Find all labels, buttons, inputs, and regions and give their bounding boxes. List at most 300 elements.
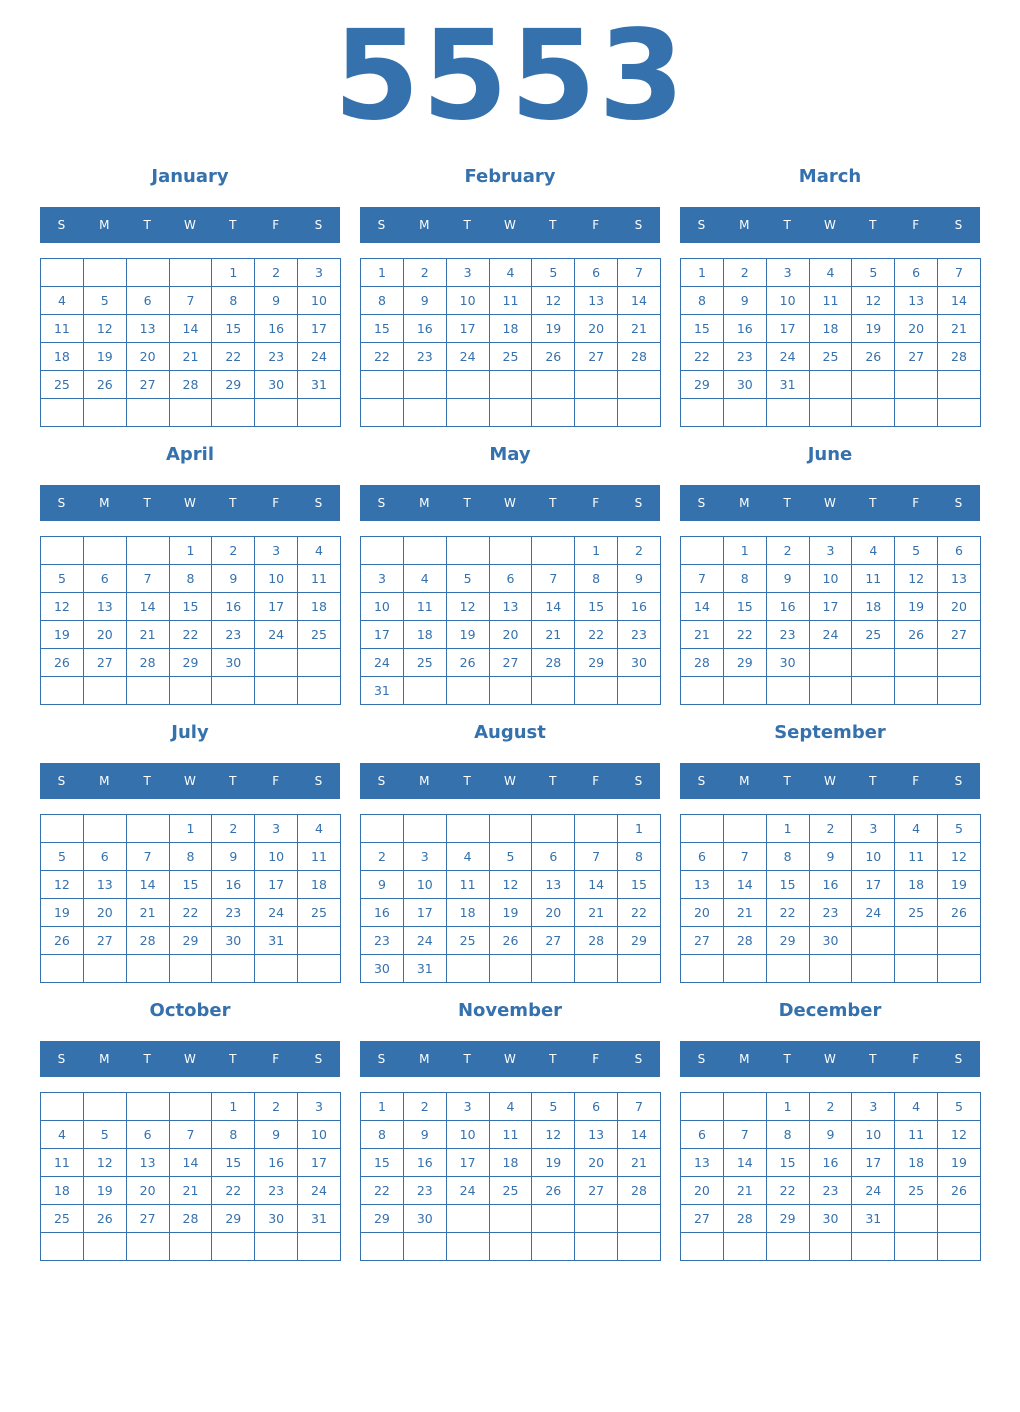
empty-cell [255,1233,298,1261]
empty-cell [170,677,213,705]
day-cell: 8 [618,843,661,871]
empty-cell [681,955,724,983]
day-cell: 17 [255,593,298,621]
weekday-label: F [912,496,920,510]
day-cell: 17 [298,315,341,343]
weekday-label: S [697,496,706,510]
day-cell: 21 [575,899,618,927]
day-cell: 5 [532,259,575,287]
day-cell: 14 [127,593,170,621]
day-cell: 4 [490,259,533,287]
day-cell: 16 [618,593,661,621]
empty-cell [447,537,490,565]
empty-cell [447,677,490,705]
month-name: April [165,444,215,465]
empty-cell [681,815,724,843]
empty-cell [532,371,575,399]
day-cell: 11 [298,843,341,871]
weekday-label: M [419,1052,430,1066]
day-cell: 4 [810,259,853,287]
day-cell: 19 [84,1177,127,1205]
day-cell: 30 [618,649,661,677]
day-cell: 27 [681,927,724,955]
empty-cell [895,1233,938,1261]
empty-cell [490,371,533,399]
day-cell: 23 [404,343,447,371]
empty-cell [212,955,255,983]
day-cell: 21 [681,621,724,649]
day-cell: 2 [724,259,767,287]
day-cell: 28 [127,927,170,955]
day-cell: 24 [298,1177,341,1205]
day-cell: 7 [724,843,767,871]
day-cell: 30 [361,955,404,983]
weekday-label: S [57,774,66,788]
empty-cell [361,399,404,427]
day-cell: 28 [681,649,724,677]
empty-cell [490,399,533,427]
empty-cell [127,537,170,565]
day-cell: 22 [212,343,255,371]
day-cell: 21 [532,621,575,649]
day-cell: 20 [532,899,575,927]
day-cell: 24 [255,899,298,927]
empty-cell [681,1093,724,1121]
weekday-label: T [229,496,237,510]
empty-cell [298,677,341,705]
empty-cell [618,1233,661,1261]
day-cell: 20 [84,899,127,927]
day-cell: 9 [212,843,255,871]
weekday-label: S [697,218,706,232]
empty-cell [895,955,938,983]
day-cell: 17 [447,315,490,343]
weekday-label: S [57,1052,66,1066]
day-cell: 23 [618,621,661,649]
day-grid [40,814,341,983]
day-cell: 22 [618,899,661,927]
day-cell: 5 [490,843,533,871]
day-cell: 5 [895,537,938,565]
day-cell: 7 [681,565,724,593]
day-cell: 16 [724,315,767,343]
empty-cell [41,955,84,983]
empty-cell [810,649,853,677]
weekday-header [680,1041,980,1077]
day-cell: 26 [41,649,84,677]
day-cell: 29 [575,649,618,677]
day-cell: 26 [938,899,981,927]
empty-cell [84,399,127,427]
day-cell: 25 [810,343,853,371]
empty-cell [575,677,618,705]
empty-cell [127,815,170,843]
day-cell: 2 [404,259,447,287]
empty-cell [84,537,127,565]
day-cell: 20 [575,315,618,343]
month-name: November [457,1000,563,1021]
day-cell: 16 [810,871,853,899]
weekday-label: W [504,218,516,232]
empty-cell [212,677,255,705]
day-cell: 22 [767,1177,810,1205]
day-cell: 20 [490,621,533,649]
day-cell: 26 [852,343,895,371]
day-cell: 27 [575,343,618,371]
day-cell: 8 [212,287,255,315]
day-cell: 18 [404,621,447,649]
weekday-label: M [419,774,430,788]
day-cell: 1 [618,815,661,843]
day-cell: 30 [724,371,767,399]
day-cell: 6 [127,1121,170,1149]
weekday-label: S [634,218,643,232]
empty-cell [724,677,767,705]
empty-cell [298,1233,341,1261]
month-name: June [807,444,853,465]
weekday-label: F [592,774,600,788]
day-cell: 16 [810,1149,853,1177]
day-cell: 13 [895,287,938,315]
weekday-label: T [783,496,791,510]
empty-cell [724,1093,767,1121]
day-cell: 26 [895,621,938,649]
weekday-label: T [143,1052,151,1066]
empty-cell [681,537,724,565]
day-cell: 28 [532,649,575,677]
day-cell: 5 [41,843,84,871]
day-cell: 24 [361,649,404,677]
day-cell: 2 [212,815,255,843]
day-cell: 27 [127,371,170,399]
day-cell: 26 [447,649,490,677]
year-title: 5553 [333,4,687,148]
weekday-label: W [184,218,196,232]
month-name: February [464,166,556,187]
day-cell: 2 [361,843,404,871]
day-cell: 20 [84,621,127,649]
day-cell: 4 [404,565,447,593]
day-cell: 4 [41,1121,84,1149]
month-name: August [474,722,546,743]
day-cell: 27 [681,1205,724,1233]
day-cell: 3 [298,1093,341,1121]
day-cell: 3 [298,259,341,287]
empty-cell [490,537,533,565]
day-grid [680,1092,981,1261]
weekday-label: S [954,218,963,232]
weekday-label: S [57,496,66,510]
weekday-label: M [99,496,110,510]
day-cell: 24 [447,343,490,371]
day-cell: 10 [447,1121,490,1149]
empty-cell [938,371,981,399]
day-cell: 25 [298,621,341,649]
day-cell: 22 [724,621,767,649]
month-name: January [151,166,229,187]
empty-cell [895,927,938,955]
day-cell: 30 [767,649,810,677]
empty-cell [852,677,895,705]
day-grid [680,258,981,427]
day-cell: 26 [532,1177,575,1205]
day-cell: 3 [361,565,404,593]
day-cell: 19 [41,899,84,927]
empty-cell [298,649,341,677]
day-cell: 14 [938,287,981,315]
day-cell: 19 [938,1149,981,1177]
day-cell: 3 [767,259,810,287]
day-cell: 6 [127,287,170,315]
weekday-label: T [869,774,877,788]
day-cell: 20 [127,343,170,371]
day-cell: 13 [127,1149,170,1177]
day-cell: 6 [84,843,127,871]
day-cell: 27 [575,1177,618,1205]
day-cell: 9 [255,1121,298,1149]
empty-cell [938,1205,981,1233]
day-cell: 3 [447,259,490,287]
day-cell: 4 [490,1093,533,1121]
empty-cell [681,677,724,705]
weekday-label: T [143,774,151,788]
day-cell: 20 [681,899,724,927]
day-cell: 26 [84,371,127,399]
empty-cell [447,1205,490,1233]
weekday-label: M [99,1052,110,1066]
day-cell: 14 [170,315,213,343]
day-cell: 19 [938,871,981,899]
weekday-label: T [143,218,151,232]
weekday-label: T [783,774,791,788]
day-cell: 6 [575,1093,618,1121]
day-cell: 6 [575,259,618,287]
day-cell: 19 [532,315,575,343]
day-cell: 9 [404,1121,447,1149]
empty-cell [938,399,981,427]
day-cell: 25 [404,649,447,677]
day-cell: 25 [895,899,938,927]
day-cell: 13 [84,871,127,899]
day-cell: 11 [895,1121,938,1149]
day-cell: 12 [532,1121,575,1149]
day-cell: 11 [490,287,533,315]
day-cell: 23 [724,343,767,371]
empty-cell [938,955,981,983]
day-cell: 25 [895,1177,938,1205]
day-cell: 24 [852,1177,895,1205]
empty-cell [170,1233,213,1261]
month-name: October [149,1000,231,1021]
day-cell: 18 [490,315,533,343]
empty-cell [41,259,84,287]
empty-cell [618,399,661,427]
day-cell: 21 [618,315,661,343]
weekday-label: W [184,1052,196,1066]
weekday-label: F [592,496,600,510]
day-cell: 12 [447,593,490,621]
day-cell: 7 [170,1121,213,1149]
weekday-label: S [634,774,643,788]
day-cell: 1 [575,537,618,565]
day-cell: 22 [170,899,213,927]
day-cell: 3 [852,1093,895,1121]
day-cell: 28 [724,927,767,955]
empty-cell [724,1233,767,1261]
day-cell: 3 [255,815,298,843]
weekday-label: T [229,1052,237,1066]
day-cell: 14 [724,1149,767,1177]
weekday-label: T [783,1052,791,1066]
day-cell: 13 [127,315,170,343]
day-cell: 29 [724,649,767,677]
day-cell: 17 [298,1149,341,1177]
weekday-label: T [783,218,791,232]
day-cell: 7 [575,843,618,871]
weekday-header [40,763,340,799]
empty-cell [532,537,575,565]
day-cell: 16 [404,315,447,343]
empty-cell [170,1093,213,1121]
day-cell: 19 [84,343,127,371]
day-cell: 24 [810,621,853,649]
empty-cell [938,677,981,705]
weekday-label: M [739,218,750,232]
day-cell: 5 [532,1093,575,1121]
day-cell: 6 [681,1121,724,1149]
empty-cell [84,1093,127,1121]
empty-cell [127,1233,170,1261]
weekday-label: F [272,774,280,788]
day-cell: 12 [895,565,938,593]
weekday-label: W [824,496,836,510]
day-cell: 29 [767,927,810,955]
day-cell: 23 [255,1177,298,1205]
day-cell: 30 [810,927,853,955]
empty-cell [127,677,170,705]
weekday-label: M [99,774,110,788]
day-cell: 27 [127,1205,170,1233]
day-cell: 6 [895,259,938,287]
empty-cell [447,955,490,983]
day-cell: 8 [575,565,618,593]
empty-cell [490,1205,533,1233]
day-cell: 23 [212,899,255,927]
day-cell: 3 [810,537,853,565]
weekday-label: T [143,496,151,510]
day-cell: 2 [212,537,255,565]
empty-cell [170,399,213,427]
day-cell: 21 [724,1177,767,1205]
day-cell: 10 [852,1121,895,1149]
day-cell: 1 [212,1093,255,1121]
empty-cell [810,955,853,983]
day-cell: 5 [938,1093,981,1121]
day-cell: 26 [41,927,84,955]
day-cell: 30 [255,371,298,399]
empty-cell [852,927,895,955]
day-cell: 7 [170,287,213,315]
day-cell: 13 [575,287,618,315]
day-cell: 2 [767,537,810,565]
weekday-label: T [229,774,237,788]
day-grid [360,536,661,705]
day-cell: 2 [255,259,298,287]
weekday-label: T [463,496,471,510]
day-cell: 31 [298,1205,341,1233]
day-grid [360,258,661,427]
weekday-label: T [869,1052,877,1066]
day-cell: 15 [618,871,661,899]
empty-cell [895,1205,938,1233]
empty-cell [575,1233,618,1261]
weekday-label: M [739,496,750,510]
day-cell: 12 [490,871,533,899]
weekday-header [360,207,660,243]
day-cell: 18 [298,871,341,899]
day-cell: 21 [127,899,170,927]
day-cell: 15 [575,593,618,621]
day-cell: 11 [41,1149,84,1177]
day-grid [40,536,341,705]
empty-cell [490,815,533,843]
day-cell: 4 [852,537,895,565]
weekday-label: W [504,1052,516,1066]
empty-cell [447,815,490,843]
day-cell: 17 [810,593,853,621]
empty-cell [490,1233,533,1261]
empty-cell [41,815,84,843]
day-cell: 1 [681,259,724,287]
day-cell: 17 [852,871,895,899]
weekday-label: T [549,774,557,788]
empty-cell [724,815,767,843]
weekday-header [40,1041,340,1077]
day-cell: 12 [938,1121,981,1149]
empty-cell [255,677,298,705]
day-cell: 26 [490,927,533,955]
weekday-label: M [419,496,430,510]
weekday-label: S [954,1052,963,1066]
weekday-label: W [824,774,836,788]
day-cell: 10 [255,565,298,593]
weekday-label: F [912,774,920,788]
empty-cell [255,649,298,677]
day-cell: 8 [170,565,213,593]
weekday-label: S [954,496,963,510]
day-cell: 9 [810,1121,853,1149]
day-cell: 31 [298,371,341,399]
weekday-label: F [592,1052,600,1066]
weekday-label: W [504,774,516,788]
day-cell: 8 [767,843,810,871]
day-cell: 5 [84,287,127,315]
day-cell: 15 [361,315,404,343]
day-cell: 30 [810,1205,853,1233]
empty-cell [810,1233,853,1261]
day-cell: 27 [490,649,533,677]
day-cell: 5 [84,1121,127,1149]
weekday-label: S [314,218,323,232]
empty-cell [298,927,341,955]
empty-cell [810,371,853,399]
day-cell: 23 [212,621,255,649]
day-cell: 10 [255,843,298,871]
day-cell: 31 [852,1205,895,1233]
empty-cell [404,815,447,843]
empty-cell [532,955,575,983]
day-cell: 27 [84,649,127,677]
